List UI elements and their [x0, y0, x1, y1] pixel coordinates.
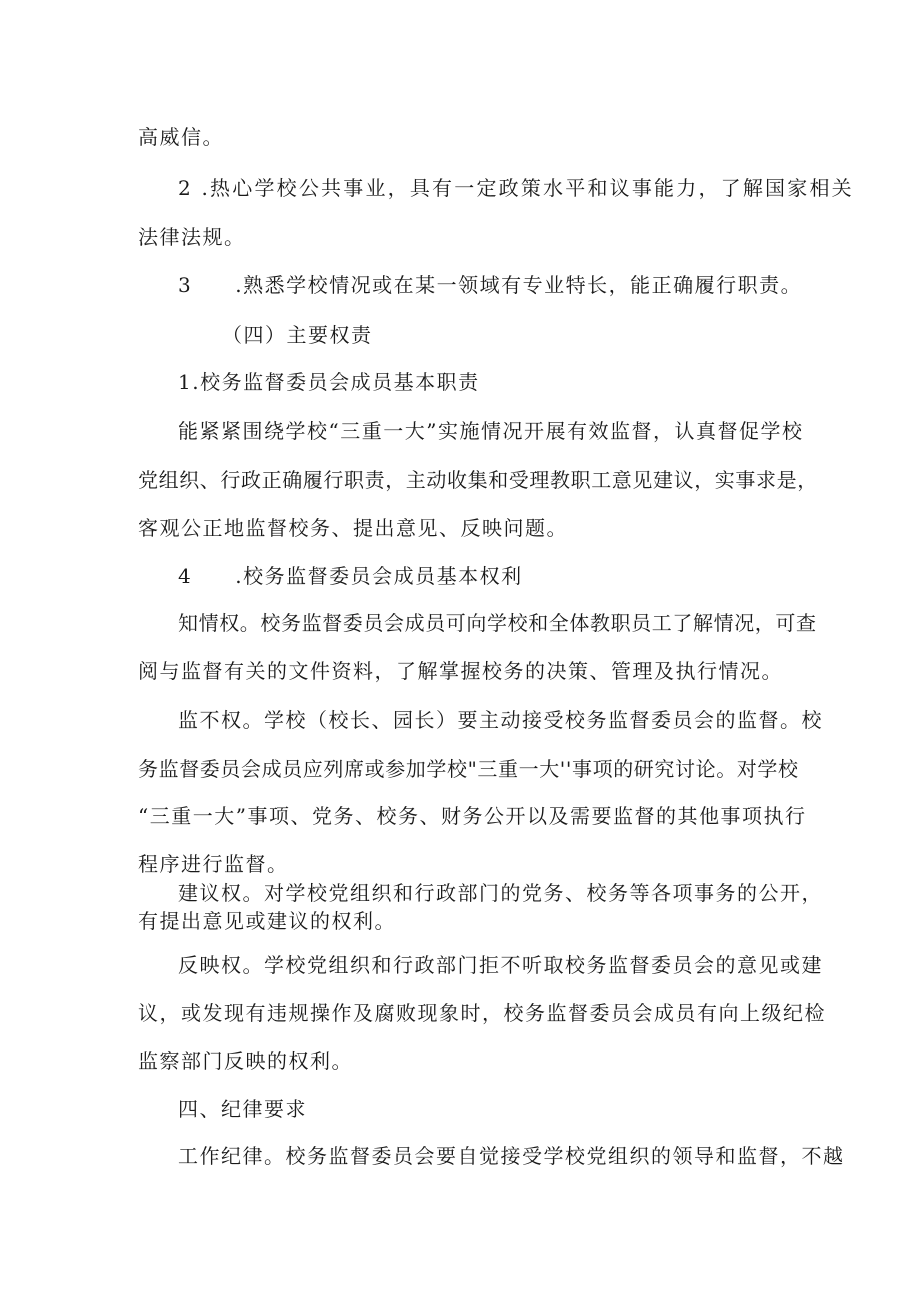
section-heading: 四、纪律要求 [178, 1097, 307, 1121]
text-line: 客观公正地监督校务、提出意见、反映问题。 [138, 516, 568, 540]
subsection-heading: 1.校务监督委员会成员基本职责 [178, 370, 480, 394]
text-line: 3 .熟悉学校情况或在某一领域有专业特长，能正确履行职责。 [178, 273, 803, 297]
subsection-heading: 4 .校务监督委员会成员基本权利 [178, 564, 523, 588]
text-line: 监不权。学校（校长、园长）要主动接受校务监督委员会的监督。校 [178, 708, 823, 732]
text-line: 阅与监督有关的文件资料，了解掌握校务的决策、管理及执行情况。 [138, 659, 783, 683]
text-line: 议，或发现有违规操作及腐败现象时，校务监督委员会成员有向上级纪检 [138, 1001, 826, 1025]
text-line: 党组织、行政正确履行职责，主动收集和受理教职工意见建议，实事求是， [138, 468, 818, 492]
text-line: “三重一大”事项、党务、校务、财务公开以及需要监督的其他事项执行 [138, 804, 807, 828]
text-line: 程序进行监督。 [138, 852, 289, 876]
text-line: 能紧紧围绕学校“三重一大”实施情况开展有效监督，认真督促学校 [178, 419, 804, 443]
text-line: 工作纪律。校务监督委员会要自觉接受学校党组织的领导和监督，不越 [178, 1144, 845, 1168]
text-line: 有提出意见或建议的权利。 [138, 909, 396, 933]
text-line: 法律法规。 [138, 225, 246, 249]
text-line: 监察部门反映的权利。 [138, 1049, 353, 1073]
text-line: 知情权。校务监督委员会成员可向学校和全体教职员工了解情况，可查 [178, 611, 817, 635]
text-line: 反映权。学校党组织和行政部门拒不听取校务监督委员会的意见或建 [178, 953, 823, 977]
section-heading: （四）主要权责 [222, 323, 373, 347]
text-line: 建议权。对学校党组织和行政部门的党务、校务等各项事务的公开， [178, 881, 823, 905]
text-line: 务监督委员会成员应列席或参加学校"三重一大''事项的研究讨论。对学校 [138, 757, 799, 781]
text-line: 高威信。 [138, 125, 224, 149]
text-line: 2 .热心学校公共事业，具有一定政策水平和议事能力，了解国家相关 [178, 176, 854, 200]
